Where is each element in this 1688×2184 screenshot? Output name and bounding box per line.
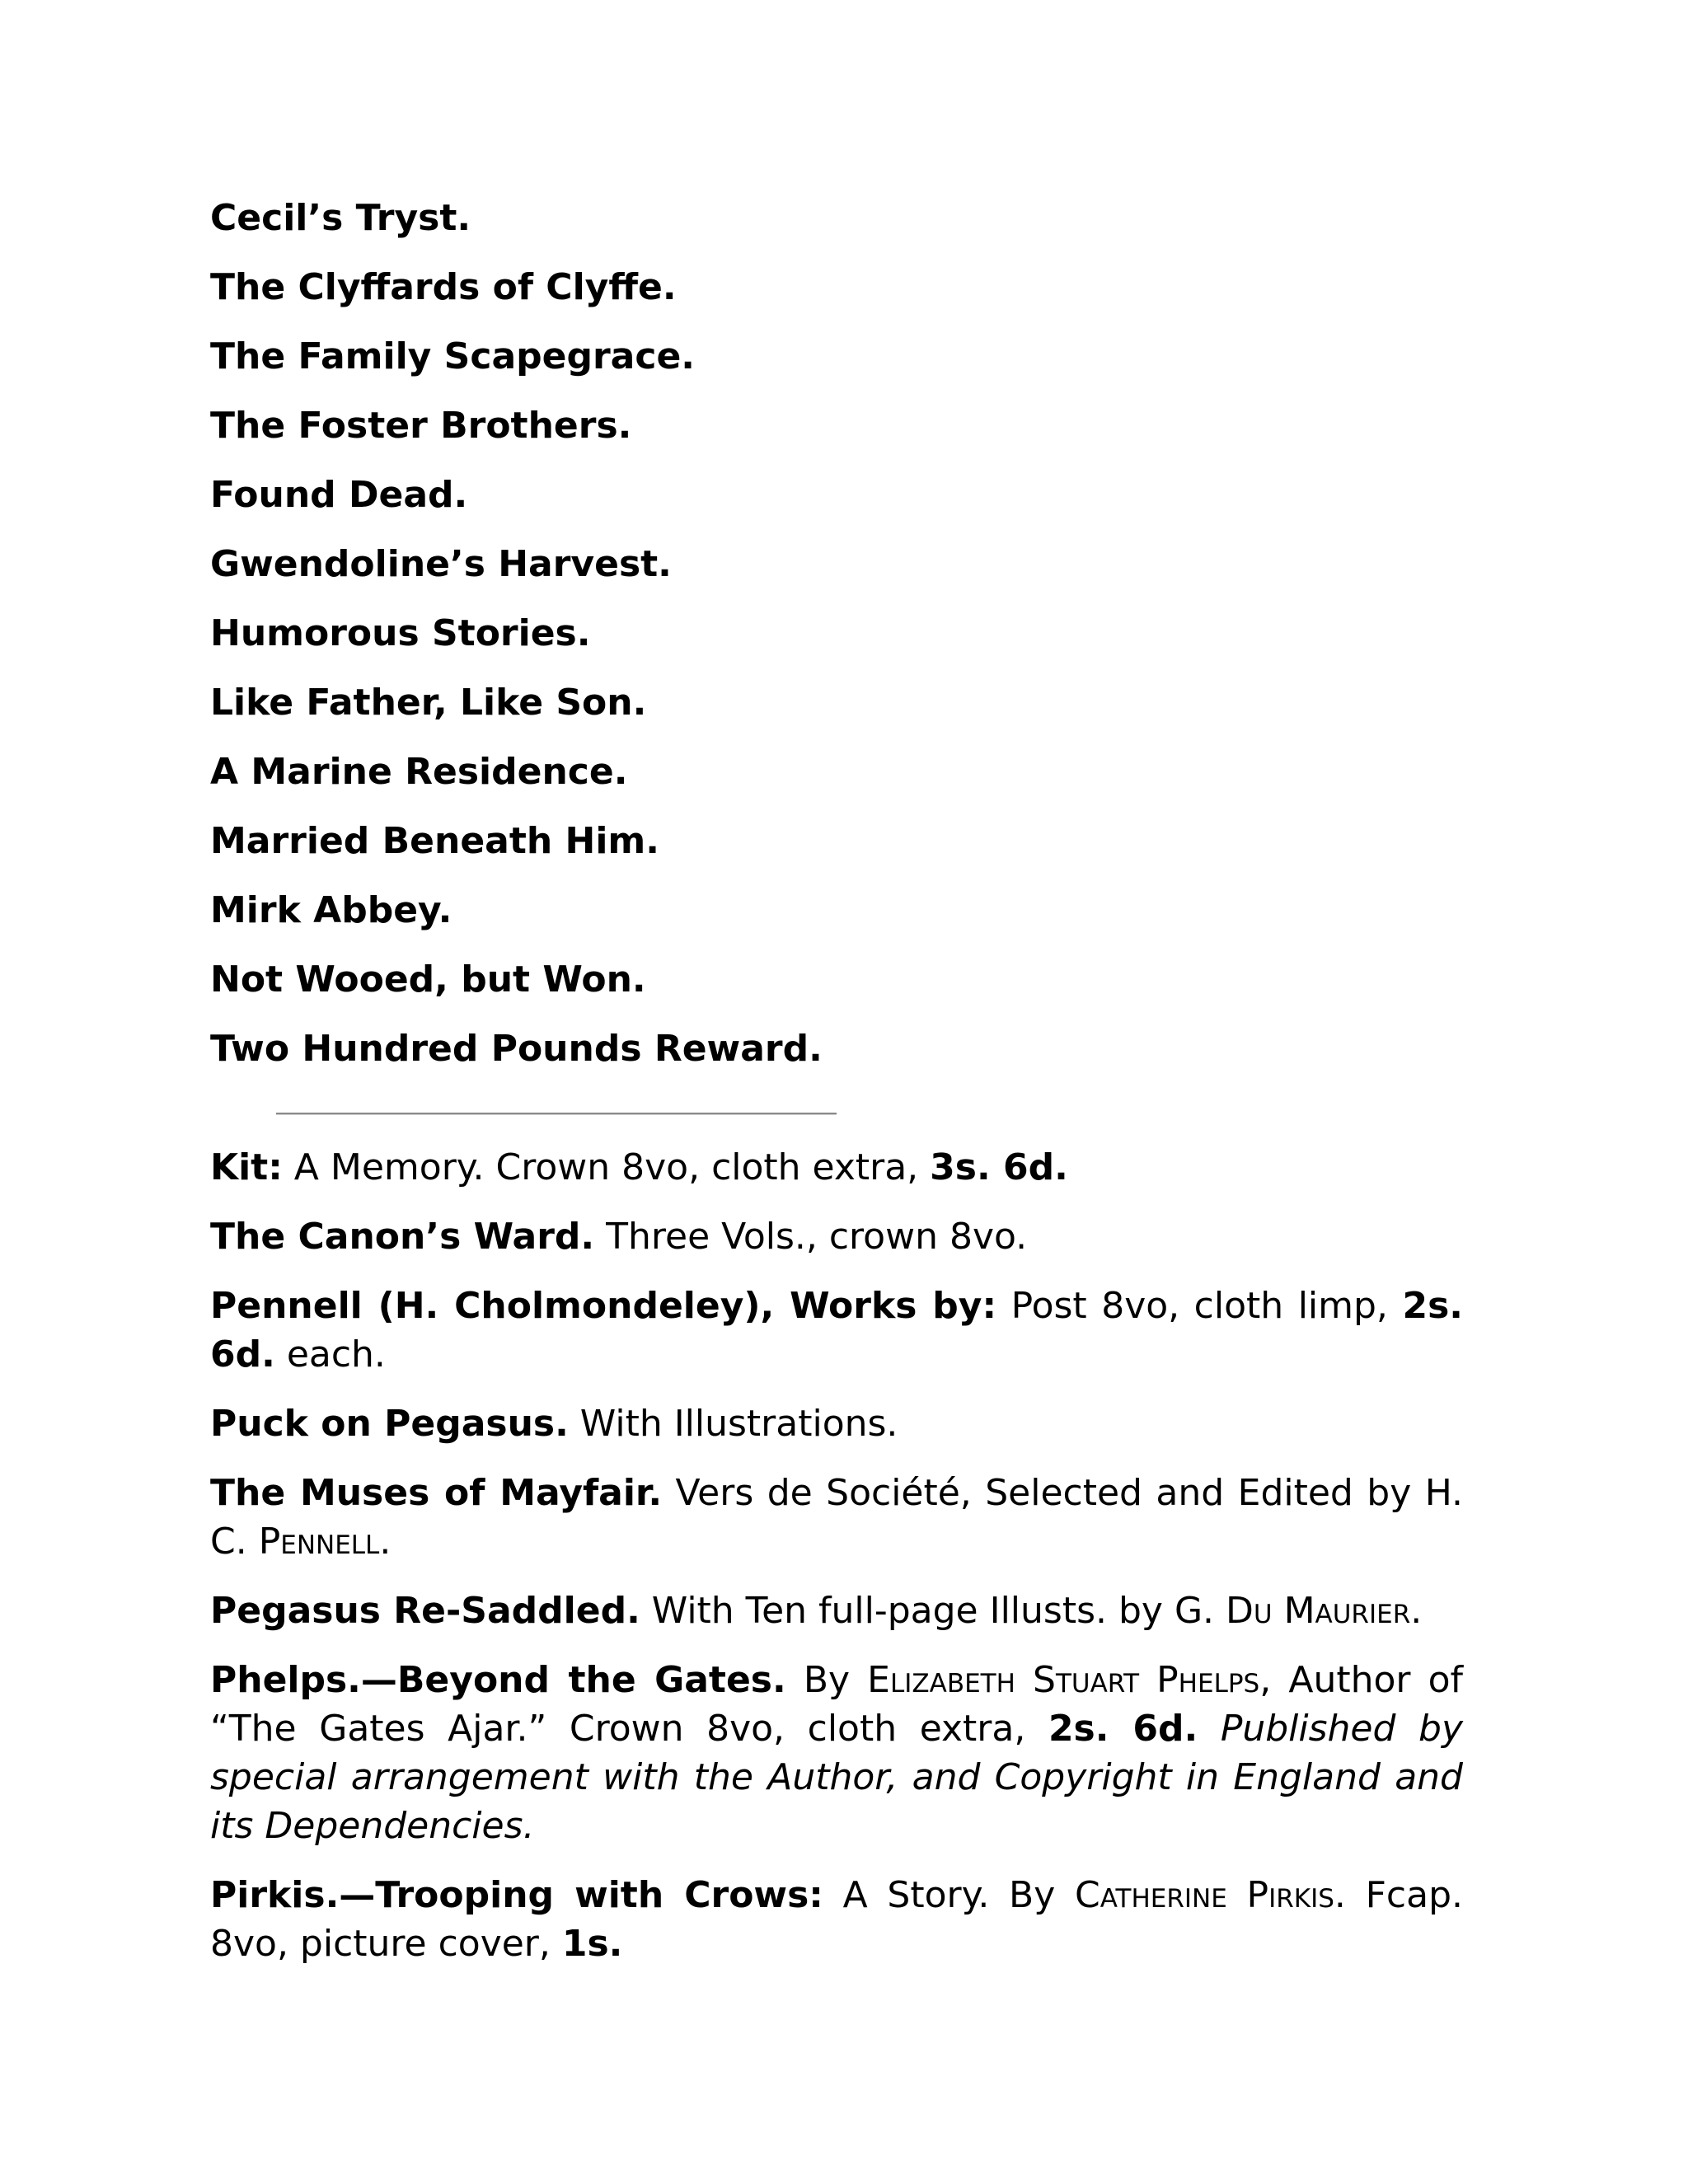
entry-price: 2s. 6d. — [210, 1285, 1463, 1376]
entry-phelps — [210, 1656, 1463, 1850]
list-item: Found Dead. — [210, 474, 468, 516]
entry-text-continued: , Author of “The Gates Ajar.” Crown 8vo, cloth extra, — [210, 1659, 1463, 1750]
list-item: Like Father, Like Son. — [210, 682, 647, 724]
entry-title: Puck on Pegasus. — [210, 1403, 569, 1445]
entry-note: Published by special arrangement with the Author, and Copyright in England and its Dependencies. — [210, 1708, 1463, 1847]
entry-title: Pegasus Re-Saddled. — [210, 1590, 640, 1632]
section-divider — [276, 1113, 837, 1115]
entry-pegasus-re-saddled — [210, 1586, 1463, 1635]
entry-text-tail: . — [1410, 1590, 1423, 1632]
entry-text-tail: each. — [274, 1333, 386, 1376]
entry-text: By — [785, 1659, 868, 1701]
list-item: Humorous Stories. — [210, 612, 591, 654]
entry-muses-of-mayfair — [210, 1469, 1463, 1566]
entry-title: The Canon’s Ward. — [210, 1216, 595, 1258]
list-item: Gwendoline’s Harvest. — [210, 543, 672, 585]
list-item: The Family Scapegrace. — [210, 335, 696, 377]
entry-price: 2s. 6d. — [1048, 1708, 1198, 1750]
list-item: A Marine Residence. — [210, 751, 628, 793]
entry-author: Catherine Pirkis — [1075, 1874, 1334, 1916]
list-item: Cecil’s Tryst. — [210, 197, 471, 239]
entry-title: Pennell (H. Cholmondeley), Works by: — [210, 1285, 997, 1327]
entry-title: Pirkis.—Trooping with Crows: — [210, 1874, 823, 1916]
entry-author: Du Maurier — [1226, 1590, 1411, 1632]
entry-text-tail: . — [379, 1521, 392, 1563]
title-list — [210, 194, 1463, 1094]
entry-title: Kit: — [210, 1146, 283, 1188]
catalogue-entries — [210, 1143, 1463, 1968]
entry-title: The Muses of Mayfair. — [210, 1472, 663, 1514]
entry-author: Elizabeth Stuart Phelps — [867, 1659, 1260, 1701]
document-page — [210, 194, 1463, 1989]
list-item: The Clyffards of Clyffe. — [210, 266, 677, 308]
list-item: Two Hundred Pounds Reward. — [210, 1028, 823, 1070]
entry-kit — [210, 1143, 1463, 1192]
list-item: The Foster Brothers. — [210, 405, 632, 447]
entry-text: With Illustrations. — [568, 1403, 898, 1445]
entry-text: Three Vols., crown 8vo. — [594, 1216, 1028, 1258]
list-item: Mirk Abbey. — [210, 889, 452, 931]
entry-puck-on-pegasus — [210, 1399, 1463, 1448]
list-item: Not Wooed, but Won. — [210, 958, 646, 1001]
entry-text: Post 8vo, cloth limp, — [996, 1285, 1403, 1327]
entry-text-continued: . Fcap. 8vo, picture cover, — [210, 1874, 1464, 1965]
entry-text: Vers de Société, Selected and Edited by H. C. — [210, 1472, 1463, 1563]
entry-text: A Story. By — [823, 1874, 1076, 1916]
entry-author: Pennell — [258, 1521, 380, 1563]
entry-canons-ward — [210, 1212, 1463, 1261]
entry-text: A Memory. Crown 8vo, cloth extra, — [282, 1146, 931, 1188]
entry-text: With Ten full-page Illusts. by G. — [640, 1590, 1226, 1632]
list-item: Married Beneath Him. — [210, 820, 659, 862]
entry-price: 1s. — [561, 1923, 623, 1965]
entry-pirkis — [210, 1871, 1463, 1968]
entry-price: 3s. 6d. — [930, 1146, 1068, 1188]
entry-title: Phelps.—Beyond the Gates. — [210, 1659, 786, 1701]
entry-pennell — [210, 1282, 1463, 1379]
